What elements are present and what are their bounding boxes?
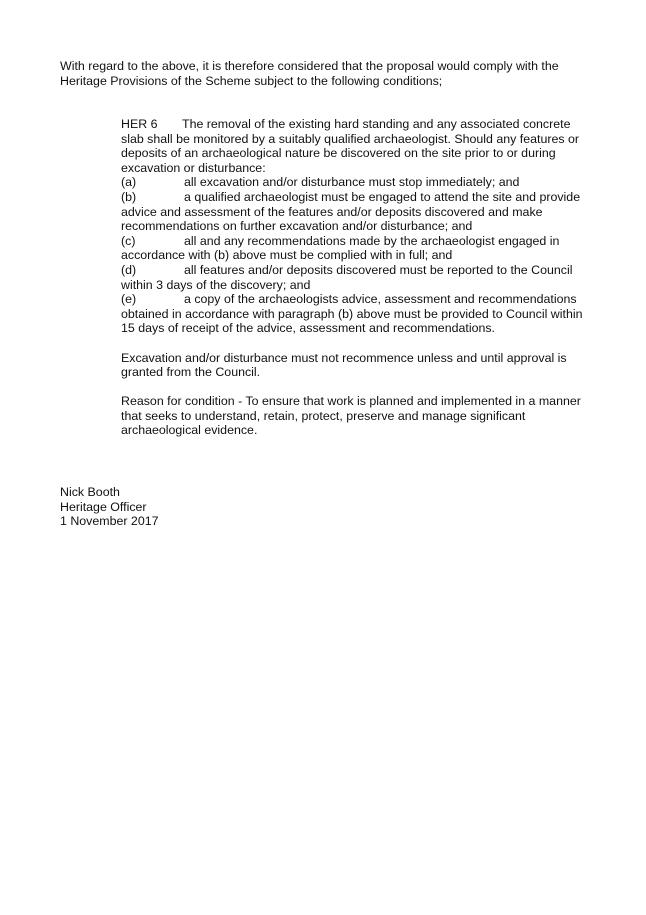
intro-paragraph	[60, 59, 600, 88]
item-marker: (b)	[121, 189, 137, 204]
restriction-paragraph: Excavation and/or disturbance must not recommence unless and until approval is granted from the Council.	[121, 350, 567, 380]
condition-item-e	[121, 292, 596, 336]
item-marker: (e)	[121, 292, 137, 307]
condition-intro	[121, 117, 596, 175]
item-marker: (c)	[121, 233, 136, 248]
item-text: all features and/or deposits discovered must be reported to the Council within 3 days of the discovery; and	[121, 262, 573, 292]
condition-item-a	[121, 175, 596, 190]
item-marker: (d)	[121, 262, 137, 277]
signature-block	[60, 485, 360, 529]
signature-date: 1 November 2017	[60, 514, 159, 529]
item-marker: (a)	[121, 175, 137, 190]
condition-code: HER 6	[121, 117, 158, 131]
reason-paragraph: Reason for condition - To ensure that work is planned and implemented in a manner that seeks to understand, retain, protect, preserve and manage significant archaeological evidence.	[121, 394, 581, 438]
condition-her6	[121, 117, 596, 438]
intro-line-1: With regard to the above, it is therefore considered that the proposal would comply with the	[60, 59, 559, 73]
item-text: a copy of the archaeologists advice, assessment and recommendations obtained in accordance with paragraph (b) above must be provided to Council within 15 days of receipt of the advice, assessment and recommendations.	[121, 292, 583, 336]
item-text: all and any recommendations made by the archaeologist engaged in accordance with (b) above must be complied with in full; and	[121, 233, 560, 263]
intro-line-2: Heritage Provisions of the Scheme subject to the following conditions;	[60, 73, 443, 88]
signatory-name: Nick Booth	[60, 485, 120, 499]
signatory-title: Heritage Officer	[60, 499, 147, 514]
condition-item-d	[121, 263, 596, 292]
condition-intro-text: The removal of the existing hard standing and any associated concrete slab shall be monitored by a suitably qualified archaeologist. Should any features or deposits of an archaeological nature be discovered on the site prior to or during excavation or disturbance:	[121, 117, 580, 175]
condition-item-c	[121, 234, 596, 263]
item-text: a qualified archaeologist must be engaged to attend the site and provide advice and assessment of the features and/or deposits discovered and make recommendations on further excavation and/or disturbance; and	[121, 189, 581, 234]
item-text: all excavation and/or disturbance must stop immediately; and	[184, 175, 520, 190]
condition-body	[121, 117, 596, 336]
condition-item-b	[121, 190, 596, 234]
